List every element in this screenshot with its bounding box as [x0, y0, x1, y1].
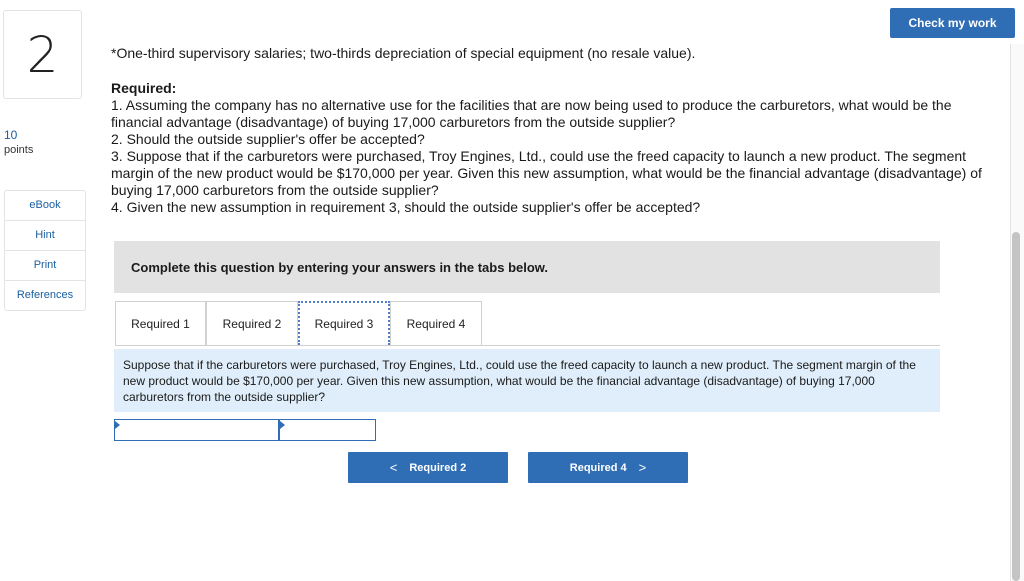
points-label: points [4, 144, 34, 156]
resource-links [4, 190, 86, 311]
previous-required-button[interactable] [348, 452, 508, 483]
tab-required-4[interactable]: Required 4 [390, 301, 482, 345]
input-flag-icon [280, 421, 285, 429]
previous-required-label: Required 2 [409, 461, 467, 474]
requirement-item: 1. Assuming the company has no alternative use for the facilities that are now being used to produce the carburetors, what would be the financial advantage (disadvantage) of buying 17,000 carburetors from the outside supplier? [111, 97, 952, 130]
tab-required-3[interactable]: Required 3 [298, 301, 390, 345]
requirement-tabs [115, 301, 482, 345]
chevron-right-icon: > [638, 460, 647, 475]
required-heading: Required: [111, 80, 177, 96]
answer-row [114, 419, 376, 441]
answer-label-input[interactable] [114, 419, 279, 441]
points-value: 10 [4, 128, 18, 142]
footnote: *One-third supervisory salaries; two-thirds depreciation of special equipment (no resale value). [111, 45, 696, 61]
check-my-work-button[interactable]: Check my work [890, 8, 1015, 38]
ebook-link[interactable]: eBook [5, 191, 85, 221]
question-number: 2 [3, 10, 82, 99]
requirements-block [111, 80, 991, 216]
next-required-button[interactable] [528, 452, 688, 483]
input-flag-icon [115, 421, 120, 429]
answer-amount-input[interactable] [279, 419, 376, 441]
tab-required-1[interactable]: Required 1 [115, 301, 206, 345]
tabs-divider [115, 345, 940, 346]
chevron-left-icon: < [389, 460, 398, 475]
scrollbar-thumb[interactable] [1012, 232, 1020, 581]
next-required-label: Required 4 [569, 461, 627, 474]
requirement-item: 2. Should the outside supplier's offer be accepted? [111, 131, 425, 147]
references-link[interactable]: References [16, 289, 74, 301]
requirement-item: 3. Suppose that if the carburetors were purchased, Troy Engines, Ltd., could use the freed capacity to launch a new product. The segment margin of the new product would be $170,000 per year. Given this new assumption, what would be the financial advantage (disadvantage) of buying 17,000 carburetors from the outside supplier? [111, 148, 982, 198]
requirement-item: 4. Given the new assumption in requirement 3, should the outside supplier's offer be accepted? [111, 199, 701, 215]
instruction-banner: Complete this question by entering your answers in the tabs below. [114, 241, 940, 293]
print-link[interactable]: Print [5, 251, 85, 281]
points-block [4, 128, 33, 156]
tab-required-2[interactable]: Required 2 [206, 301, 298, 345]
hint-link[interactable]: Hint [5, 221, 85, 251]
active-question-text: Suppose that if the carburetors were purchased, Troy Engines, Ltd., could use the freed capacity to launch a new product. The segment margin of the new product would be $170,000 per year. Given this new assumption, what would be the financial advantage (disadvantage) of buying 17,000 carburetors from the outside supplier? [114, 349, 940, 412]
